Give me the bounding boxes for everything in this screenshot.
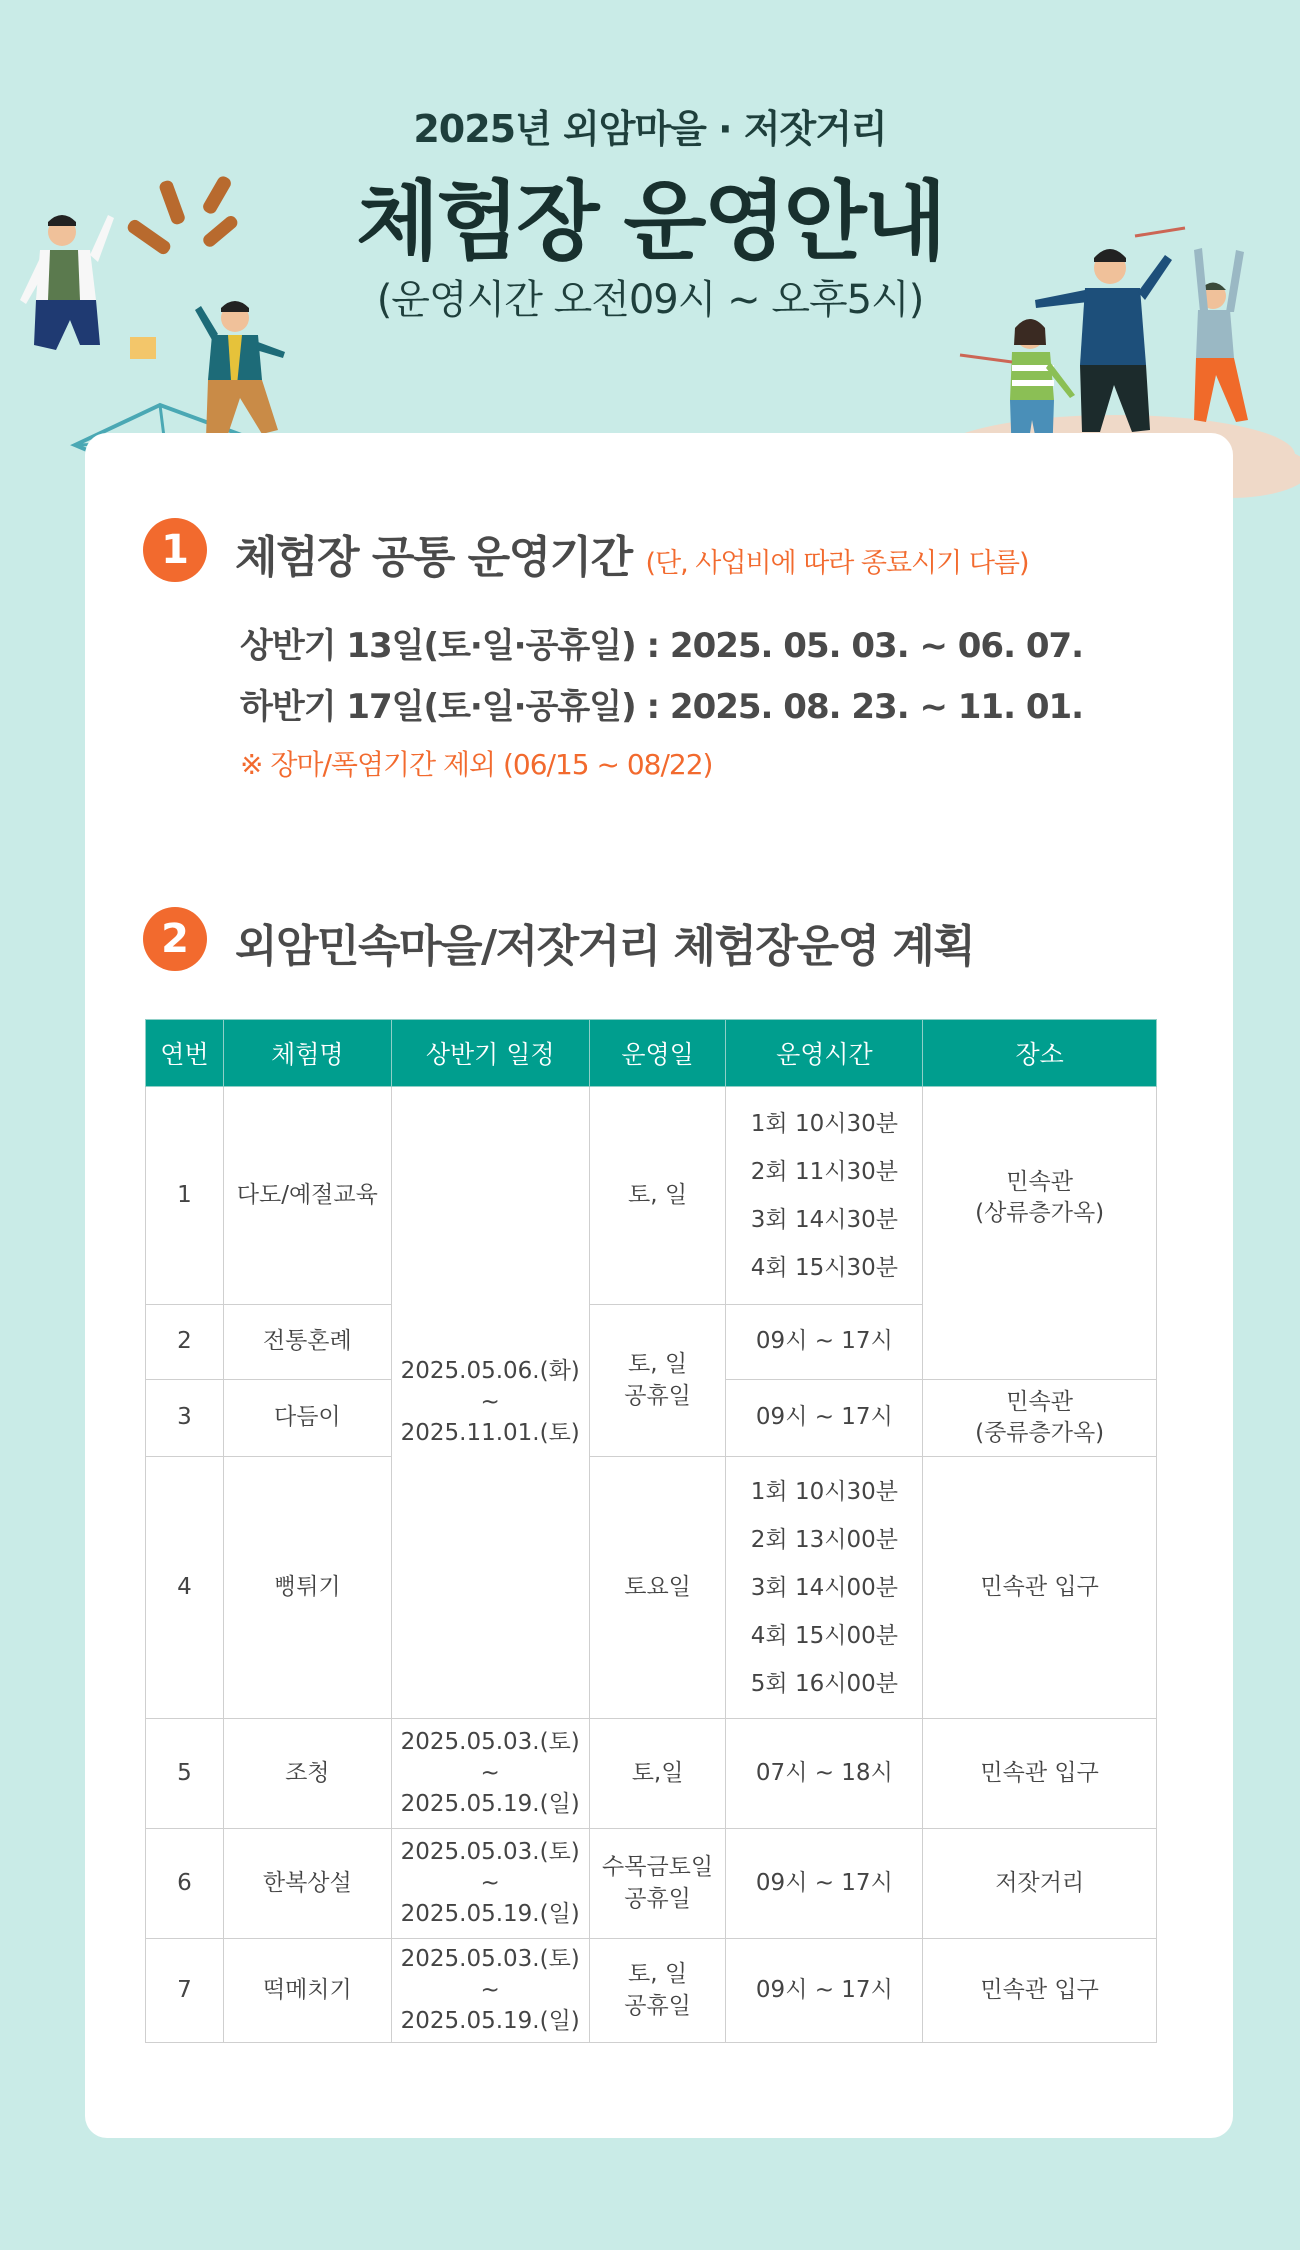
row-time: 07시 ~ 18시 xyxy=(726,1719,923,1829)
second-half-period: 하반기 17일(토·일·공휴일) : 2025. 08. 23. ~ 11. 01. xyxy=(240,687,1084,727)
row-days xyxy=(589,1939,726,2043)
section-1-title xyxy=(235,521,1029,585)
row-name: 다도/예절교육 xyxy=(223,1087,391,1305)
time-slot: 3회 14시30분 xyxy=(750,1206,898,1233)
days-line: 토, 일 xyxy=(628,1961,688,1988)
time-slot: 2회 13시00분 xyxy=(750,1526,898,1553)
time-slot: 3회 14시00분 xyxy=(750,1574,898,1601)
schedule-end: 2025.05.19.(일) xyxy=(400,1901,580,1928)
row-place: 민속관 입구 xyxy=(923,1457,1157,1719)
section-2-title: 외암민속마을/저잣거리 체험장운영 계획 xyxy=(235,921,975,972)
row-time: 09시 ~ 17시 xyxy=(726,1380,923,1457)
col-header-schedule: 상반기 일정 xyxy=(391,1020,589,1087)
row-no: 4 xyxy=(146,1457,224,1719)
table-row xyxy=(146,1719,1157,1829)
schedule-end: 2025.05.19.(일) xyxy=(400,1791,580,1818)
time-slot: 2회 11시30분 xyxy=(750,1158,898,1185)
row-place: 민속관 입구 xyxy=(923,1939,1157,2043)
schedule-sep: ~ xyxy=(480,1759,500,1786)
row-days xyxy=(589,1829,726,1939)
content-card xyxy=(85,433,1233,2138)
page-subtitle: 2025년 외암마을 · 저잣거리 xyxy=(413,107,887,151)
schedule-end: 2025.11.01.(토) xyxy=(400,1420,580,1447)
shared-schedule-cell xyxy=(391,1087,589,1719)
table-row xyxy=(146,1457,1157,1719)
row-schedule xyxy=(391,1829,589,1939)
row-schedule xyxy=(391,1939,589,2043)
schedule-sep: ~ xyxy=(480,1976,500,2003)
schedule-start: 2025.05.06.(화) xyxy=(400,1357,580,1384)
row-name: 다듬이 xyxy=(223,1380,391,1457)
shared-place-cell xyxy=(923,1087,1157,1380)
header xyxy=(0,0,1300,440)
place-line: (상류층가옥) xyxy=(975,1200,1105,1227)
row-no: 2 xyxy=(146,1305,224,1380)
row-place: 저잣거리 xyxy=(923,1829,1157,1939)
section-1-note: (단, 사업비에 따라 종료시기 다름) xyxy=(645,548,1029,579)
section-1-title-text: 체험장 공통 운영기간 xyxy=(235,532,632,583)
row-name: 한복상설 xyxy=(223,1829,391,1939)
row-days: 토, 일 xyxy=(589,1087,726,1305)
table-header-row xyxy=(146,1020,1157,1087)
time-slot: 5회 16시00분 xyxy=(750,1670,898,1697)
place-line: (중류층가옥) xyxy=(975,1420,1105,1446)
schedule-sep: ~ xyxy=(480,1869,500,1896)
first-half-period: 상반기 13일(토·일·공휴일) : 2025. 05. 03. ~ 06. 07. xyxy=(240,626,1084,666)
time-slot: 1회 10시30분 xyxy=(750,1478,898,1505)
days-line: 공휴일 xyxy=(624,1382,691,1409)
experience-schedule-table xyxy=(145,1019,1157,2043)
days-line: 수목금토일 xyxy=(602,1854,714,1881)
place-line: 민속관 xyxy=(1006,1388,1073,1415)
table-row xyxy=(146,1829,1157,1939)
row-days: 토요일 xyxy=(589,1457,726,1719)
days-line: 토, 일 xyxy=(628,1351,688,1378)
row-times xyxy=(726,1457,923,1719)
col-header-name: 체험명 xyxy=(223,1020,391,1087)
time-slot: 1회 10시30분 xyxy=(750,1110,898,1137)
exclusion-note: ※ 장마/폭염기간 제외 (06/15 ~ 08/22) xyxy=(240,748,713,781)
section-2-number: 2 xyxy=(143,907,207,971)
row-time: 09시 ~ 17시 xyxy=(726,1305,923,1380)
operating-hours: (운영시간 오전09시 ~ 오후5시) xyxy=(376,277,924,323)
row-name: 조청 xyxy=(223,1719,391,1829)
schedule-start: 2025.05.03.(토) xyxy=(400,1838,580,1865)
row-no: 6 xyxy=(146,1829,224,1939)
col-header-place: 장소 xyxy=(923,1020,1157,1087)
row-place: 민속관 입구 xyxy=(923,1719,1157,1829)
row-days: 토,일 xyxy=(589,1719,726,1829)
table-row xyxy=(146,1087,1157,1305)
shared-days-cell xyxy=(589,1305,726,1457)
col-header-no: 연번 xyxy=(146,1020,224,1087)
time-slot: 4회 15시00분 xyxy=(750,1622,898,1649)
place-line: 민속관 xyxy=(1006,1169,1073,1195)
row-no: 7 xyxy=(146,1939,224,2043)
schedule-start: 2025.05.03.(토) xyxy=(400,1728,580,1755)
col-header-time: 운영시간 xyxy=(726,1020,923,1087)
page-title: 체험장 운영안내 xyxy=(356,172,944,272)
row-name: 떡메치기 xyxy=(223,1939,391,2043)
row-time: 09시 ~ 17시 xyxy=(726,1829,923,1939)
row-time: 09시 ~ 17시 xyxy=(726,1939,923,2043)
row-no: 1 xyxy=(146,1087,224,1305)
schedule-end: 2025.05.19.(일) xyxy=(400,2008,580,2035)
days-line: 공휴일 xyxy=(624,1992,691,2019)
row-no: 3 xyxy=(146,1380,224,1457)
time-slot: 4회 15시30분 xyxy=(750,1254,898,1281)
row-times xyxy=(726,1087,923,1305)
row-name: 뻥튀기 xyxy=(223,1457,391,1719)
schedule-sep: ~ xyxy=(480,1388,500,1415)
days-line: 공휴일 xyxy=(624,1885,691,1912)
table-row xyxy=(146,1939,1157,2043)
section-1-number: 1 xyxy=(143,518,207,582)
row-no: 5 xyxy=(146,1719,224,1829)
schedule-start: 2025.05.03.(토) xyxy=(400,1945,580,1972)
row-schedule xyxy=(391,1719,589,1829)
row-name: 전통혼례 xyxy=(223,1305,391,1380)
col-header-days: 운영일 xyxy=(589,1020,726,1087)
row-place xyxy=(923,1380,1157,1457)
